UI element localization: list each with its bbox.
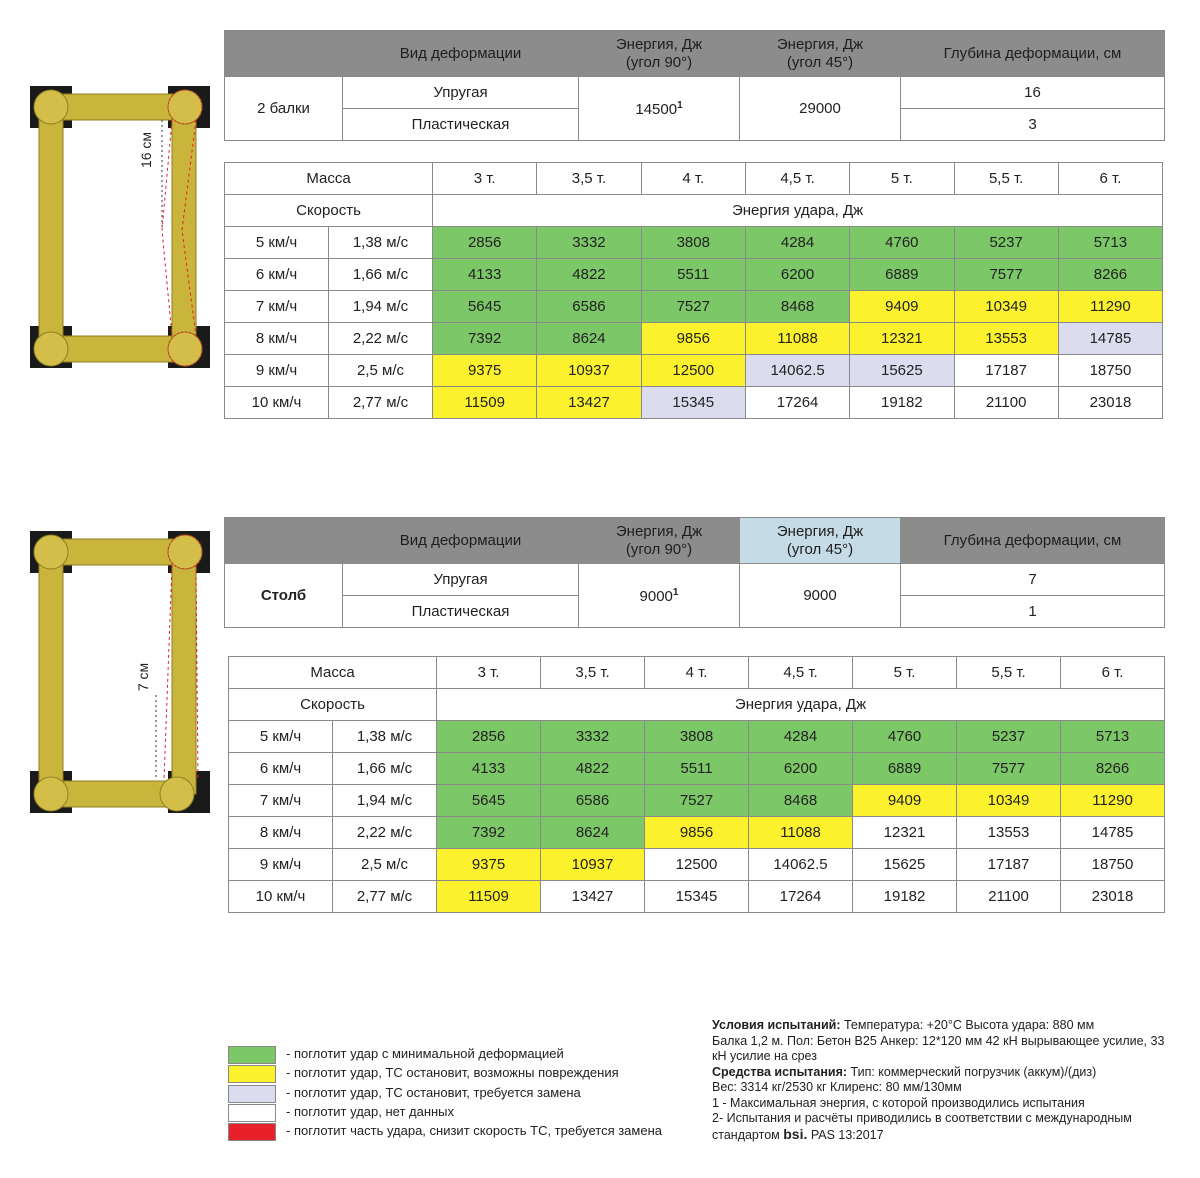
- mass-header: 4 т.: [641, 163, 745, 195]
- energy-cell: 10349: [957, 785, 1061, 817]
- energy-cell: 2856: [437, 721, 541, 753]
- energy-45-value: 29000: [740, 77, 901, 141]
- energy-cell: 11088: [745, 323, 849, 355]
- type-plastic: Пластическая: [343, 109, 579, 141]
- type-elastic: Упругая: [343, 564, 579, 596]
- energy-cell: 7577: [954, 259, 1058, 291]
- mass-label: Масса: [225, 163, 433, 195]
- energy-cell: 17187: [954, 355, 1058, 387]
- energy-cell: 6889: [850, 259, 954, 291]
- depth-plastic: 1: [901, 596, 1165, 628]
- deformation-outline: [164, 565, 172, 780]
- legend-text: - поглотит удар, нет данных: [286, 1104, 455, 1119]
- header-energy-90: Энергия, Дж (угол 90°): [579, 518, 740, 564]
- deformation-table-two-beams: [224, 30, 1165, 141]
- energy-cell: 5713: [1058, 227, 1162, 259]
- energy-cell: 8266: [1061, 753, 1165, 785]
- energy-cell: 17187: [957, 849, 1061, 881]
- legend-swatch-lavender: [228, 1085, 276, 1103]
- table-row: [229, 721, 1165, 753]
- energy-cell: 11290: [1058, 291, 1162, 323]
- row-label: 2 балки: [225, 77, 343, 141]
- energy-cell: 7527: [641, 291, 745, 323]
- post: [34, 90, 68, 124]
- table-row: [225, 355, 1163, 387]
- energy-cell: 4133: [433, 259, 537, 291]
- energy-cell: 8468: [749, 785, 853, 817]
- beam: [172, 552, 196, 794]
- energy-cell: 10937: [537, 355, 641, 387]
- header-blank: [225, 31, 343, 77]
- barrier-diagram-post: [22, 525, 222, 825]
- energy-cell: 9375: [433, 355, 537, 387]
- type-plastic: Пластическая: [343, 596, 579, 628]
- depth-plastic: 3: [901, 109, 1165, 141]
- energy-cell: 15345: [645, 881, 749, 913]
- speed-ms: 2,22 м/с: [333, 817, 437, 849]
- post: [34, 535, 68, 569]
- energy-cell: 11290: [1061, 785, 1165, 817]
- pas-standard: PAS 13:2017: [810, 1127, 884, 1142]
- energy-cell: 12321: [853, 817, 957, 849]
- energy-label: Энергия удара, Дж: [437, 689, 1165, 721]
- note-1: 1 - Максимальная энергия, с которой производились испытания: [712, 1095, 1085, 1110]
- header-deformation-type: Вид деформации: [343, 31, 579, 77]
- energy-cell: 4284: [749, 721, 853, 753]
- energy-table-two-beams: [224, 162, 1163, 419]
- energy-90-value: 9000$^1$: [579, 564, 740, 628]
- mass-header: 5 т.: [850, 163, 954, 195]
- energy-cell: 11509: [437, 881, 541, 913]
- speed-kmh: 5 км/ч: [225, 227, 329, 259]
- post: [160, 777, 194, 811]
- energy-cell: 7527: [645, 785, 749, 817]
- energy-cell: 6200: [745, 259, 849, 291]
- legend-text: - поглотит удар, ТС остановит, требуется замена: [286, 1085, 581, 1100]
- mass-header: 5,5 т.: [957, 657, 1061, 689]
- energy-cell: 7577: [957, 753, 1061, 785]
- energy-cell: 23018: [1058, 387, 1162, 419]
- energy-cell: 4133: [437, 753, 541, 785]
- energy-cell: 11088: [749, 817, 853, 849]
- speed-label: Скорость: [225, 195, 433, 227]
- speed-kmh: 7 км/ч: [229, 785, 333, 817]
- legend-text: - поглотит удар с минимальной деформацией: [286, 1046, 564, 1061]
- barrier-diagram-two-beams: [22, 80, 222, 380]
- energy-cell: 4760: [853, 721, 957, 753]
- speed-kmh: 6 км/ч: [225, 259, 329, 291]
- speed-ms: 1,94 м/с: [329, 291, 433, 323]
- energy-cell: 7392: [437, 817, 541, 849]
- legend-text: - поглотит часть удара, снизит скорость ТС, требуется замена: [286, 1123, 662, 1138]
- table-row: [229, 881, 1165, 913]
- energy-cell: 8624: [537, 323, 641, 355]
- energy-cell: 8624: [541, 817, 645, 849]
- energy-table-post: [228, 656, 1165, 913]
- dimension-label: 16 см: [138, 131, 154, 169]
- speed-ms: 1,66 м/с: [329, 259, 433, 291]
- energy-cell: 9856: [641, 323, 745, 355]
- deformation-table-post: [224, 517, 1165, 628]
- energy-cell: 12500: [645, 849, 749, 881]
- energy-cell: 13427: [541, 881, 645, 913]
- energy-cell: 12321: [850, 323, 954, 355]
- table-row: [225, 291, 1163, 323]
- beam: [51, 539, 187, 565]
- means-title: Средства испытания:: [712, 1064, 848, 1079]
- energy-cell: 4822: [537, 259, 641, 291]
- table-row: [225, 259, 1163, 291]
- beam: [39, 552, 63, 794]
- energy-cell: 6889: [853, 753, 957, 785]
- mass-header: 3,5 т.: [541, 657, 645, 689]
- energy-cell: 8266: [1058, 259, 1162, 291]
- footnote-mark: 1: [672, 586, 679, 598]
- speed-kmh: 5 км/ч: [229, 721, 333, 753]
- header-energy-45: Энергия, Дж (угол 45°): [740, 31, 901, 77]
- speed-kmh: 8 км/ч: [229, 817, 333, 849]
- energy-cell: 19182: [853, 881, 957, 913]
- speed-kmh: 10 км/ч: [225, 387, 329, 419]
- speed-ms: 2,22 м/с: [329, 323, 433, 355]
- conditions-text: Температура: +20°С Высота удара: 880 мм: [844, 1018, 1095, 1032]
- energy-cell: 13553: [954, 323, 1058, 355]
- beam: [172, 107, 196, 349]
- energy-cell: 17264: [749, 881, 853, 913]
- table-row: [229, 785, 1165, 817]
- energy-cell: 3808: [645, 721, 749, 753]
- energy-cell: 21100: [954, 387, 1058, 419]
- mass-header: 6 т.: [1058, 163, 1162, 195]
- speed-ms: 1,66 м/с: [333, 753, 437, 785]
- table-row: [229, 817, 1165, 849]
- energy-cell: 4284: [745, 227, 849, 259]
- energy-cell: 15625: [850, 355, 954, 387]
- energy-cell: 23018: [1061, 881, 1165, 913]
- dimension-label: 7 см: [135, 662, 151, 692]
- speed-kmh: 7 км/ч: [225, 291, 329, 323]
- speed-kmh: 6 км/ч: [229, 753, 333, 785]
- energy-cell: 10349: [954, 291, 1058, 323]
- energy-cell: 5237: [957, 721, 1061, 753]
- energy-cell: 14785: [1058, 323, 1162, 355]
- energy-cell: 3808: [641, 227, 745, 259]
- weight-line: Вес: 3314 кг/2530 кг Клиренс: 80 мм/130мм: [712, 1080, 962, 1094]
- post: [34, 777, 68, 811]
- energy-cell: 17264: [745, 387, 849, 419]
- means-text: Тип: коммерческий погрузчик (аккум)/(диз): [850, 1064, 1097, 1079]
- speed-ms: 2,5 м/с: [329, 355, 433, 387]
- energy-cell: 9375: [437, 849, 541, 881]
- energy-cell: 10937: [541, 849, 645, 881]
- speed-ms: 1,94 м/с: [333, 785, 437, 817]
- energy-cell: 13427: [537, 387, 641, 419]
- energy-cell: 14785: [1061, 817, 1165, 849]
- mass-header: 3 т.: [433, 163, 537, 195]
- energy-cell: 3332: [537, 227, 641, 259]
- speed-kmh: 10 км/ч: [229, 881, 333, 913]
- mass-header: 4,5 т.: [749, 657, 853, 689]
- depth-elastic: 16: [901, 77, 1165, 109]
- energy-cell: 15345: [641, 387, 745, 419]
- energy-cell: 2856: [433, 227, 537, 259]
- energy-cell: 21100: [957, 881, 1061, 913]
- beam-line: Балка 1,2 м. Пол: Бетон В25 Анкер: 12*120 мм 42 кН вырывающее усилие, 33 кН усилие на срез: [712, 1033, 1165, 1063]
- beam: [51, 336, 187, 362]
- row-label: Столб: [225, 564, 343, 628]
- speed-ms: 1,38 м/с: [329, 227, 433, 259]
- speed-label: Скорость: [229, 689, 437, 721]
- energy-cell: 9409: [850, 291, 954, 323]
- post: [34, 332, 68, 366]
- speed-kmh: 9 км/ч: [229, 849, 333, 881]
- energy-cell: 19182: [850, 387, 954, 419]
- energy-cell: 15625: [853, 849, 957, 881]
- beam: [51, 94, 187, 120]
- header-deformation-type: Вид деформации: [343, 518, 579, 564]
- energy-cell: 6586: [541, 785, 645, 817]
- header-depth: Глубина деформации, см: [901, 518, 1165, 564]
- mass-header: 6 т.: [1061, 657, 1165, 689]
- energy-cell: 5511: [645, 753, 749, 785]
- speed-kmh: 8 км/ч: [225, 323, 329, 355]
- energy-label: Энергия удара, Дж: [433, 195, 1163, 227]
- deformation-outline: [162, 120, 172, 336]
- energy-cell: 8468: [745, 291, 849, 323]
- energy-cell: 18750: [1058, 355, 1162, 387]
- table-row: [225, 323, 1163, 355]
- note-2: 2- Испытания и расчёты приводились в соответствии с международным стандартом: [712, 1111, 1132, 1142]
- footnote-mark: 1: [677, 99, 683, 111]
- energy-cell: 4822: [541, 753, 645, 785]
- energy-cell: 7392: [433, 323, 537, 355]
- bsi-logo: bsi.: [783, 1125, 808, 1142]
- test-conditions-notes: [712, 1018, 1172, 1143]
- depth-elastic: 7: [901, 564, 1165, 596]
- header-energy-90: Энергия, Дж (угол 90°): [579, 31, 740, 77]
- energy-cell: 11509: [433, 387, 537, 419]
- mass-header: 5,5 т.: [954, 163, 1058, 195]
- header-depth: Глубина деформации, см: [901, 31, 1165, 77]
- energy-cell: 5511: [641, 259, 745, 291]
- energy-cell: 12500: [641, 355, 745, 387]
- speed-ms: 2,77 м/с: [329, 387, 433, 419]
- energy-45-value: 9000: [740, 564, 901, 628]
- table-row: [225, 387, 1163, 419]
- table-row: [229, 753, 1165, 785]
- energy-cell: 5645: [433, 291, 537, 323]
- energy-cell: 13553: [957, 817, 1061, 849]
- legend-swatch-red: [228, 1123, 276, 1141]
- speed-ms: 2,5 м/с: [333, 849, 437, 881]
- energy-cell: 14062.5: [745, 355, 849, 387]
- beam: [39, 107, 63, 349]
- speed-ms: 1,38 м/с: [333, 721, 437, 753]
- header-blank: [225, 518, 343, 564]
- energy-cell: 4760: [850, 227, 954, 259]
- energy-cell: 9409: [853, 785, 957, 817]
- header-energy-45: Энергия, Дж (угол 45°): [740, 518, 901, 564]
- energy-cell: 3332: [541, 721, 645, 753]
- mass-label: Масса: [229, 657, 437, 689]
- mass-header: 5 т.: [853, 657, 957, 689]
- energy-90-value: 14500$^1$: [579, 77, 740, 141]
- conditions-title: Условия испытаний:: [712, 1018, 841, 1032]
- legend-swatch-yellow: [228, 1065, 276, 1083]
- mass-header: 3,5 т.: [537, 163, 641, 195]
- legend-text: - поглотит удар, ТС остановит, возможны повреждения: [286, 1065, 619, 1080]
- type-elastic: Упругая: [343, 77, 579, 109]
- mass-header: 4,5 т.: [745, 163, 849, 195]
- table-row: [225, 227, 1163, 259]
- legend-swatch-green: [228, 1046, 276, 1064]
- energy-cell: 5645: [437, 785, 541, 817]
- legend-swatch-white: [228, 1104, 276, 1122]
- energy-cell: 14062.5: [749, 849, 853, 881]
- table-row: [229, 849, 1165, 881]
- energy-cell: 5713: [1061, 721, 1165, 753]
- speed-kmh: 9 км/ч: [225, 355, 329, 387]
- energy-cell: 5237: [954, 227, 1058, 259]
- energy-cell: 6586: [537, 291, 641, 323]
- speed-ms: 2,77 м/с: [333, 881, 437, 913]
- energy-cell: 6200: [749, 753, 853, 785]
- energy-cell: 18750: [1061, 849, 1165, 881]
- mass-header: 3 т.: [437, 657, 541, 689]
- energy-cell: 9856: [645, 817, 749, 849]
- mass-header: 4 т.: [645, 657, 749, 689]
